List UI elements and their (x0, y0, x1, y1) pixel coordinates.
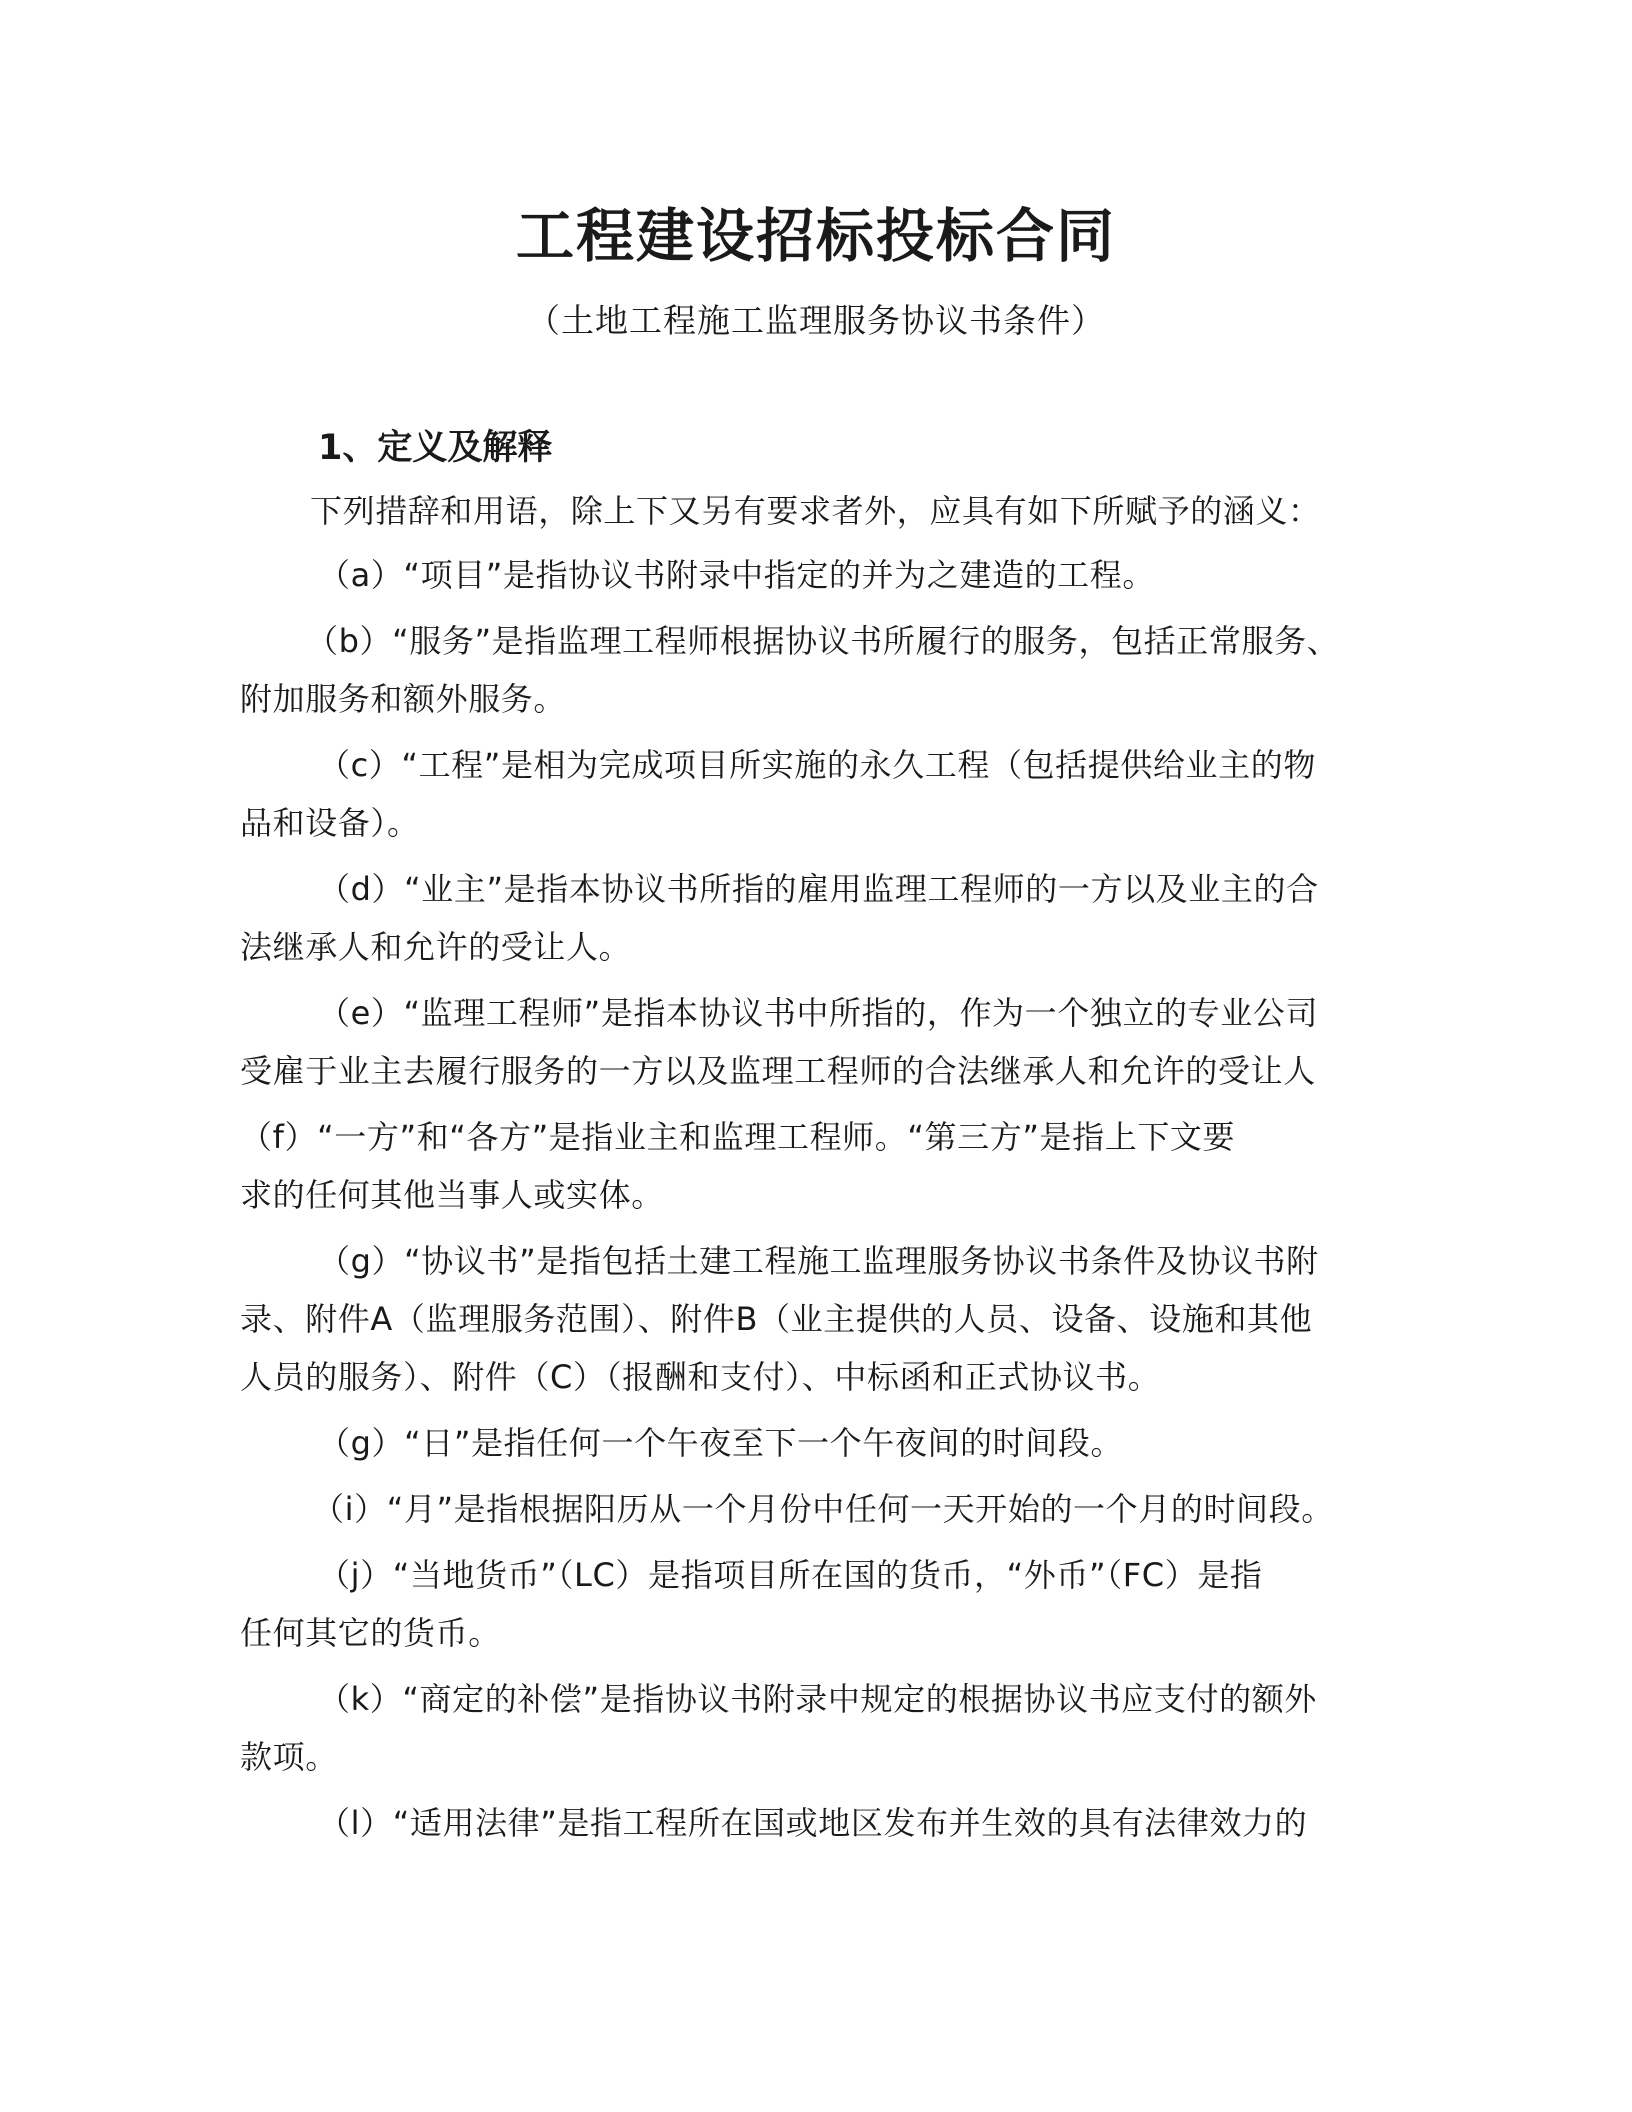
definition-item-e (240, 984, 1388, 1100)
definition-item-a (240, 546, 1388, 604)
definition-item-i (240, 1480, 1388, 1538)
definition-line: 款项。 (240, 1738, 338, 1776)
definition-line: 受雇于业主去履行服务的一方以及监理工程师的合法继承人和允许的受让人 (240, 1052, 1316, 1090)
definition-item-k (240, 1670, 1388, 1786)
definition-line: （i）“月”是指根据阳历从一个月份中任何一天开始的一个月的时间段。 (312, 1490, 1334, 1528)
document-subtitle: （土地工程施工监理服务协议书条件） (527, 301, 1105, 340)
definition-line: （l）“适用法律”是指工程所在国或地区发布并生效的具有法律效力的 (318, 1804, 1308, 1842)
section-intro (240, 482, 1388, 540)
definition-line: （g）“协议书”是指包括土建工程施工监理服务协议书条件及协议书附 (318, 1242, 1319, 1280)
definition-line: （j）“当地货币”（LC）是指项目所在国的货币，“外币”（FC）是指 (318, 1556, 1263, 1594)
document-title: 工程建设招标投标合同 (515, 202, 1116, 270)
definition-line: 任何其它的货币。 (240, 1614, 501, 1652)
definition-item-b (240, 612, 1388, 728)
definition-line: （b）“服务”是指监理工程师根据协议书所履行的服务，包括正常服务、 (306, 622, 1340, 660)
definition-line: 求的任何其他当事人或实体。 (240, 1176, 664, 1214)
definition-item-d (240, 860, 1388, 976)
definition-line: 录、附件A（监理服务范围）、附件B（业主提供的人员、设备、设施和其他 (240, 1300, 1313, 1338)
definition-item-j (240, 1546, 1388, 1662)
definition-item-f (240, 1108, 1388, 1224)
definition-line: 品和设备）。 (240, 804, 420, 842)
definition-line: （k）“商定的补偿”是指协议书附录中规定的根据协议书应支付的额外 (318, 1680, 1317, 1718)
definition-item-g-agreement (240, 1232, 1388, 1406)
definition-line: （e）“监理工程师”是指本协议书中所指的，作为一个独立的专业公司 (318, 994, 1319, 1032)
definition-line: 附加服务和额外服务。 (240, 680, 567, 718)
definition-line: （d）“业主”是指本协议书所指的雇用监理工程师的一方以及业主的合 (318, 870, 1319, 908)
definition-item-l (240, 1794, 1388, 1852)
definition-line: （a）“项目”是指协议书附录中指定的并为之建造的工程。 (318, 556, 1155, 594)
definition-item-g-day (240, 1414, 1388, 1472)
intro-line: 下列措辞和用语，除上下又另有要求者外，应具有如下所赋予的涵义： (310, 492, 1321, 530)
definition-line: 人员的服务）、附件（C）（报酬和支付）、中标函和正式协议书。 (240, 1358, 1161, 1396)
definition-line: （c）“工程”是相为完成项目所实施的永久工程（包括提供给业主的物 (318, 746, 1316, 784)
section-body (240, 482, 1388, 1860)
definition-line: （f）“一方”和“各方”是指业主和监理工程师。“第三方”是指上下文要 (240, 1118, 1236, 1156)
definition-line: （g）“日”是指任何一个午夜至下一个午夜间的时间段。 (318, 1424, 1124, 1462)
definition-item-c (240, 736, 1388, 852)
definition-line: 法继承人和允许的受让人。 (240, 928, 632, 966)
section-heading: 1、定义及解释 (318, 428, 553, 468)
